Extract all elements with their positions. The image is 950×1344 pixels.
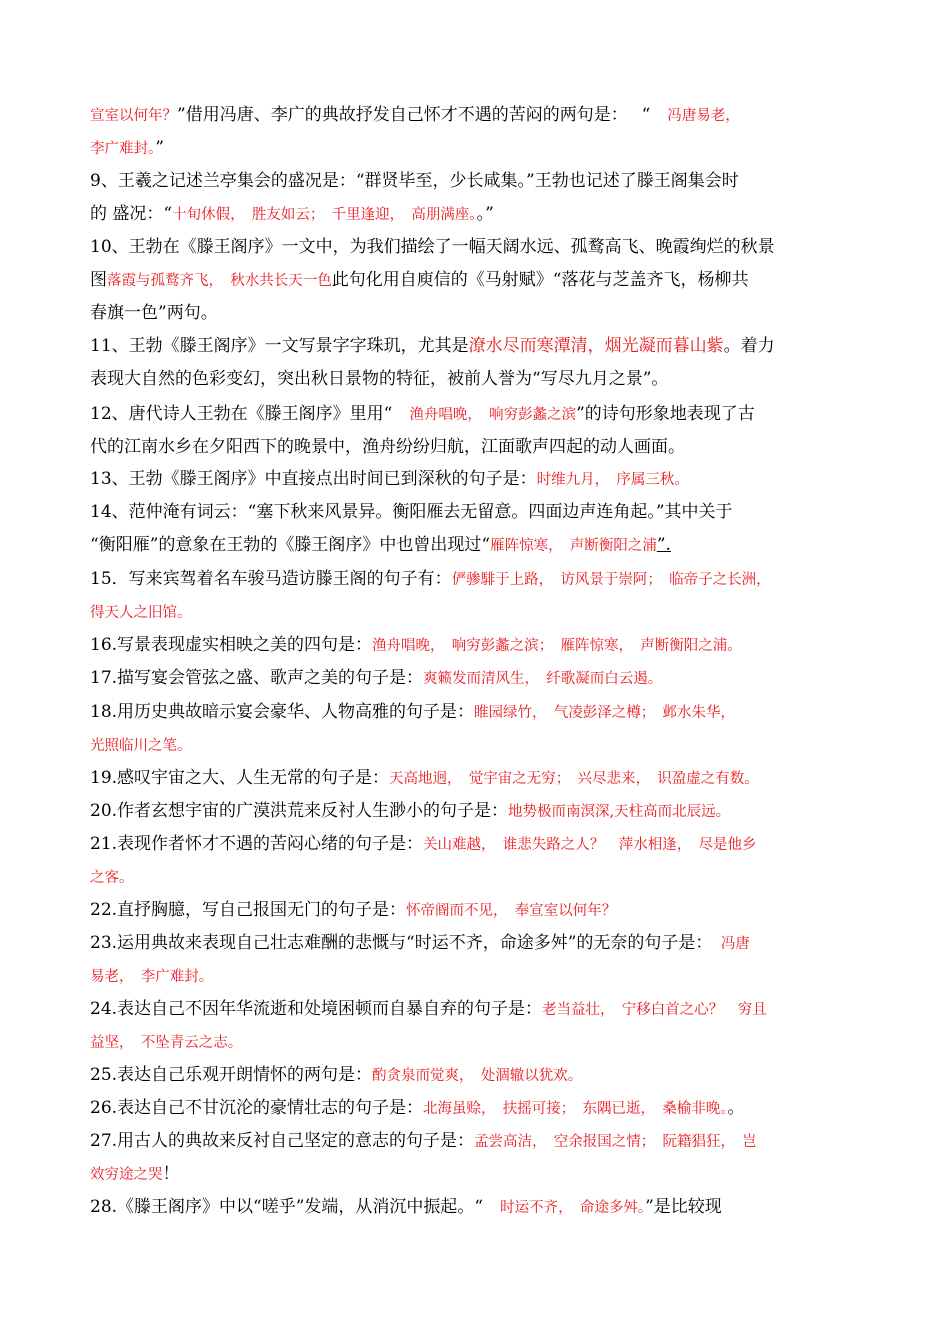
question-text: ”: [155, 138, 164, 158]
text-line: [90, 1026, 870, 1059]
text-line: [90, 894, 870, 927]
question-text: 27.用古人的典故来反衬自己坚定的意志的句子是：: [90, 1131, 475, 1151]
question-text: 20.作者玄想宇宙的广漠洪荒来反衬人生渺小的句子是：: [90, 801, 509, 821]
answer-text: 渔舟唱晚， 响穷彭蠡之滨: [409, 407, 577, 423]
text-line: [90, 828, 870, 861]
answer-text: 爽籁发而清风生， 纤歌凝而白云遏。: [423, 671, 663, 687]
question-text: 25.表达自己乐观开朗情怀的两句是：: [90, 1065, 373, 1085]
text-line: [90, 1059, 870, 1092]
question-text: 代的江南水乡在夕阳西下的晚景中，渔舟纷纷归航，江面歌声四起的动人画面。: [90, 437, 685, 457]
answer-text: 易老， 李广难封。: [90, 969, 214, 985]
answer-text: 时维九月， 序属三秋。: [536, 472, 689, 488]
answer-text: 益坚， 不坠青云之志。: [90, 1035, 243, 1051]
question-text: 15．写来宾驾着名车骏马造访滕王阁的句子有：: [90, 569, 452, 589]
question-text: 28.《滕王阁序》中以“嗟乎”发端，从消沉中振起。“: [90, 1197, 501, 1217]
text-line: [90, 861, 870, 894]
text-line: [90, 629, 870, 662]
text-line: [90, 927, 870, 960]
answer-text: 渔舟唱晚， 响穷彭蠡之滨； 雁阵惊寒， 声断衡阳之浦。: [372, 638, 742, 654]
question-text: 16.写景表现虚实相映之美的四句是：: [90, 635, 373, 655]
answer-text: 酌贪泉而觉爽， 处涸辙以犹欢。: [372, 1068, 583, 1084]
text-line: [90, 231, 870, 264]
text-line: [90, 297, 870, 330]
question-text: 17.描写宴会管弦之盛、歌声之美的句子是：: [90, 668, 424, 688]
answer-text: 俨骖騑于上路， 访风景于崇阿； 临帝子之长洲，: [451, 572, 771, 588]
text-line: [90, 398, 870, 431]
question-text: 春旗一色”两句。: [90, 303, 218, 323]
text-line: [90, 596, 870, 629]
text-line: [90, 563, 870, 596]
answer-text: 冯唐: [720, 936, 750, 952]
text-line: [90, 1191, 870, 1224]
answer-text: 地势极而南溟深,天柱高而北辰远。: [508, 804, 731, 820]
answer-text: 效穷途之哭: [90, 1167, 163, 1183]
text-line: [90, 729, 870, 762]
question-text: 14、范仲淹有词云：“塞下秋来风景异。衡阳雁去无留意。四面边声连角起。”其中关于: [90, 502, 733, 522]
question-text: 图: [90, 270, 107, 290]
answer-text: 宣室以何年？: [90, 108, 177, 124]
question-text: “衡阳雁”的意象在王勃的《滕王阁序》中也曾出现过“: [90, 535, 491, 555]
question-text: 22.直抒胸臆，写自己报国无门的句子是：: [90, 900, 407, 920]
question-text: 的 盛况：“: [90, 204, 173, 224]
text-line: [90, 960, 870, 993]
text-line: [90, 330, 870, 363]
question-text: 26.表达自己不甘沉沦的豪情壮志的句子是：: [90, 1098, 424, 1118]
answer-text: 冯唐易老，: [667, 108, 740, 124]
text-line: [90, 99, 870, 132]
text-line: [90, 529, 870, 562]
answer-text: 潦水尽而寒潭清，烟光凝而暮山紫: [468, 336, 724, 356]
question-text: ”.: [656, 535, 671, 555]
question-text: 此句化用自庾信的《马射赋》“落花与芝盖齐飞，杨柳共: [331, 270, 749, 290]
text-line: [90, 696, 870, 729]
answer-text: 李广难封。: [90, 141, 156, 157]
question-text: 19.感叹宇宙之大、人生无常的句子是：: [90, 768, 390, 788]
text-line: [90, 1092, 870, 1125]
question-text: ”是比较现: [645, 1197, 722, 1217]
text-line: [90, 762, 870, 795]
answer-text: 关山难越， 谁悲失路之人？ 萍水相逢， 尽是他乡: [423, 837, 757, 853]
text-line: [90, 264, 870, 297]
question-text: 10、王勃在《滕王阁序》一文中，为我们描绘了一幅天阔水远、孤鹜高飞、晚霞绚烂的秋景: [90, 237, 775, 257]
answer-text: 落霞与孤鹜齐飞， 秋水共长天一色: [107, 273, 332, 289]
answer-text: 十旬休假， 胜友如云； 千里逢迎， 高朋满座。: [172, 207, 477, 223]
answer-text: 天高地迥， 觉宇宙之无穷； 兴尽悲来， 识盈虚之有数。: [389, 771, 759, 787]
text-line: [90, 795, 870, 828]
text-line: [90, 463, 870, 496]
question-text: 21.表现作者怀才不遇的苦闷心绪的句子是：: [90, 834, 424, 854]
question-text: 。: [727, 1098, 745, 1118]
question-text: 表现大自然的色彩变幻，突出秋日景物的特征，被前人誉为“写尽九月之景”。: [90, 369, 669, 389]
answer-text: 光照临川之笔。: [90, 738, 192, 754]
answer-text: 时运不齐， 命途多舛。: [500, 1200, 646, 1216]
question-text: 。着力: [723, 336, 775, 356]
text-line: [90, 431, 870, 464]
text-line: [90, 165, 870, 198]
text-line: [90, 363, 870, 396]
answer-text: 老当益壮， 宁移白首之心？ 穷且: [542, 1002, 767, 1018]
answer-text: 雁阵惊寒， 声断衡阳之浦: [490, 538, 657, 554]
question-text: 23.运用典故来表现自己壮志难酬的悲慨与“时运不齐，命途多舛”的无奈的句子是：: [90, 933, 721, 953]
text-line: [90, 198, 870, 231]
text-line: [90, 662, 870, 695]
question-text: 。”: [476, 204, 494, 224]
question-text: 18.用历史典故暗示宴会豪华、人物高雅的句子是：: [90, 702, 475, 722]
text-line: [90, 496, 870, 529]
answer-text: 北海虽赊， 扶摇可接； 东隅已逝， 桑榆非晚。: [423, 1101, 728, 1117]
text-line: [90, 993, 870, 1026]
question-text: ”借用冯唐、李广的典故抒发自己怀才不遇的苦闷的两句是： “: [177, 105, 668, 125]
text-line: [90, 1158, 870, 1191]
answer-text: 怀帝阍而不见， 奉宣室以何年？: [406, 903, 617, 919]
question-text: 13、王勃《滕王阁序》中直接点出时间已到深秋的句子是：: [90, 469, 537, 489]
answer-text: 得天人之旧馆。: [90, 605, 192, 621]
question-text: 11、王勃《滕王阁序》一文写景字字珠玑，尤其是: [90, 336, 469, 356]
question-text: 9、王羲之记述兰亭集会的盛况是：“群贤毕至，少长咸集。”王勃也记述了滕王阁集会时: [90, 171, 739, 191]
question-text: 24.表达自己不因年华流逝和处境困顿而自暴自弃的句子是：: [90, 999, 543, 1019]
question-text: ！: [162, 1164, 180, 1184]
answer-text: 孟尝高洁， 空余报国之情； 阮籍猖狂， 岂: [474, 1134, 757, 1150]
text-line: [90, 1125, 870, 1158]
answer-text: 睢园绿竹， 气凌彭泽之樽； 邺水朱华，: [474, 705, 736, 721]
question-text: 12、唐代诗人王勃在《滕王阁序》里用“: [90, 404, 410, 424]
text-line: [90, 132, 870, 165]
answer-text: 之客。: [90, 870, 134, 886]
question-text: ”的诗句形象地表现了古: [576, 404, 755, 424]
